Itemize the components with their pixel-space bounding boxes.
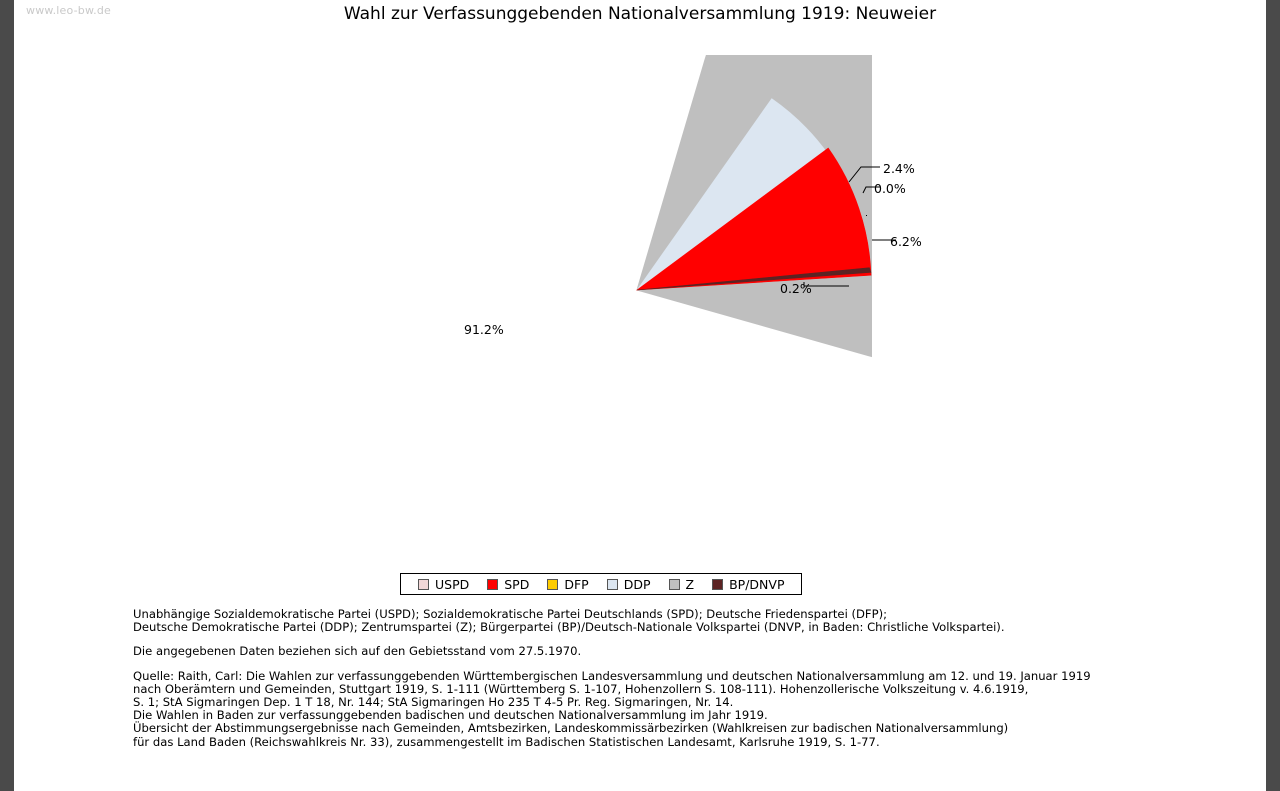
note-source-line-5: Übersicht der Abstimmungsergebnisse nach Gemeinden, Amtsbezirken, Landeskommissärbezirken (Wahlkreisen zur badischen Nationalversammlung) — [133, 721, 1009, 736]
note-source-line-6: für das Land Baden (Reichswahlkreis Nr. 33), zusammengestellt im Badischen Statistischen Landesamt, Karlsruhe 1919, S. 1-77. — [133, 734, 880, 749]
legend-item-bpdnvp[interactable] — [712, 577, 784, 592]
left-edge-bar — [0, 0, 14, 791]
leader-line-ddp-diagonal — [866, 215, 867, 216]
note-territory — [133, 645, 1223, 658]
legend-item-uspd[interactable] — [418, 577, 469, 592]
note-source-line-2: nach Oberämtern und Gemeinden, Stuttgart 1919, S. 1-111 (Württemberg S. 1-107, Hohenzollern S. 108-111). Hohenzollerische Volkszeitung v. 4.6.1919, — [133, 681, 1029, 696]
callout-uspd: 0.0% — [874, 181, 906, 196]
legend-label-z: Z — [685, 576, 695, 592]
page-title: Wahl zur Verfassunggebenden Nationalversammlung 1919: Neuweier — [343, 4, 937, 24]
footnotes — [133, 608, 1223, 749]
legend-label-uspd: USPD — [435, 576, 470, 592]
legend-swatch-bpdnvp — [712, 579, 723, 590]
callout-spd: 6.2% — [890, 234, 922, 249]
right-edge-bar — [1266, 0, 1280, 791]
callout-bpdnvp: 0.2% — [780, 281, 812, 296]
note-source-line-3: S. 1; StA Sigmaringen Dep. 1 T 18, Nr. 144; StA Sigmaringen Ho 235 T 4-5 Pr. Reg. Sigmaringen, Nr. 14. — [133, 695, 734, 710]
legend-label-spd: SPD — [504, 576, 530, 592]
legend-swatch-spd — [487, 579, 498, 590]
note-territory-line-1: Die angegebenen Daten beziehen sich auf den Gebietsstand vom 27.5.1970. — [133, 644, 582, 659]
note-parties-line-1: Unabhängige Sozialdemokratische Partei (USPD); Sozialdemokratische Partei Deutschlands (SPD); Deutsche Friedenspartei (DFP); — [133, 607, 888, 621]
legend-swatch-dfp — [547, 579, 558, 590]
legend-label-dfp: DFP — [564, 576, 589, 592]
legend-item-spd[interactable] — [487, 577, 529, 592]
legend — [400, 573, 802, 595]
legend-item-dfp[interactable] — [547, 577, 588, 592]
legend-item-z[interactable] — [669, 577, 695, 592]
note-source-line-4: Die Wahlen in Baden zur verfassunggebenden badischen und deutschen Nationalversammlung im Jahr 1919. — [133, 708, 768, 723]
note-source-line-1: Quelle: Raith, Carl: Die Wahlen zur verfassunggebenden Württembergischen Landesversammlung und deutschen Nationalversammlung am 12. und 19. Januar 1919 — [133, 668, 1091, 683]
legend-label-ddp: DDP — [623, 576, 651, 592]
legend-swatch-uspd — [418, 579, 429, 590]
chart-canvas — [14, 0, 1266, 791]
note-parties — [133, 608, 1223, 634]
legend-swatch-ddp — [607, 579, 618, 590]
watermark: www.leo-bw.de — [26, 4, 112, 17]
note-source — [133, 670, 1223, 749]
legend-label-bpdnvp: BP/DNVP — [729, 576, 785, 592]
legend-item-ddp[interactable] — [607, 577, 651, 592]
callout-ddp: 2.4% — [883, 161, 915, 176]
legend-swatch-z — [669, 579, 680, 590]
note-parties-line-2: Deutsche Demokratische Partei (DDP); Zentrumspartei (Z); Bürgerpartei (BP)/Deutsch-Nationale Volkspartei (DNVP, in Baden: Christliche Volkspartei). — [133, 620, 1005, 635]
callout-z: 91.2% — [464, 322, 504, 337]
